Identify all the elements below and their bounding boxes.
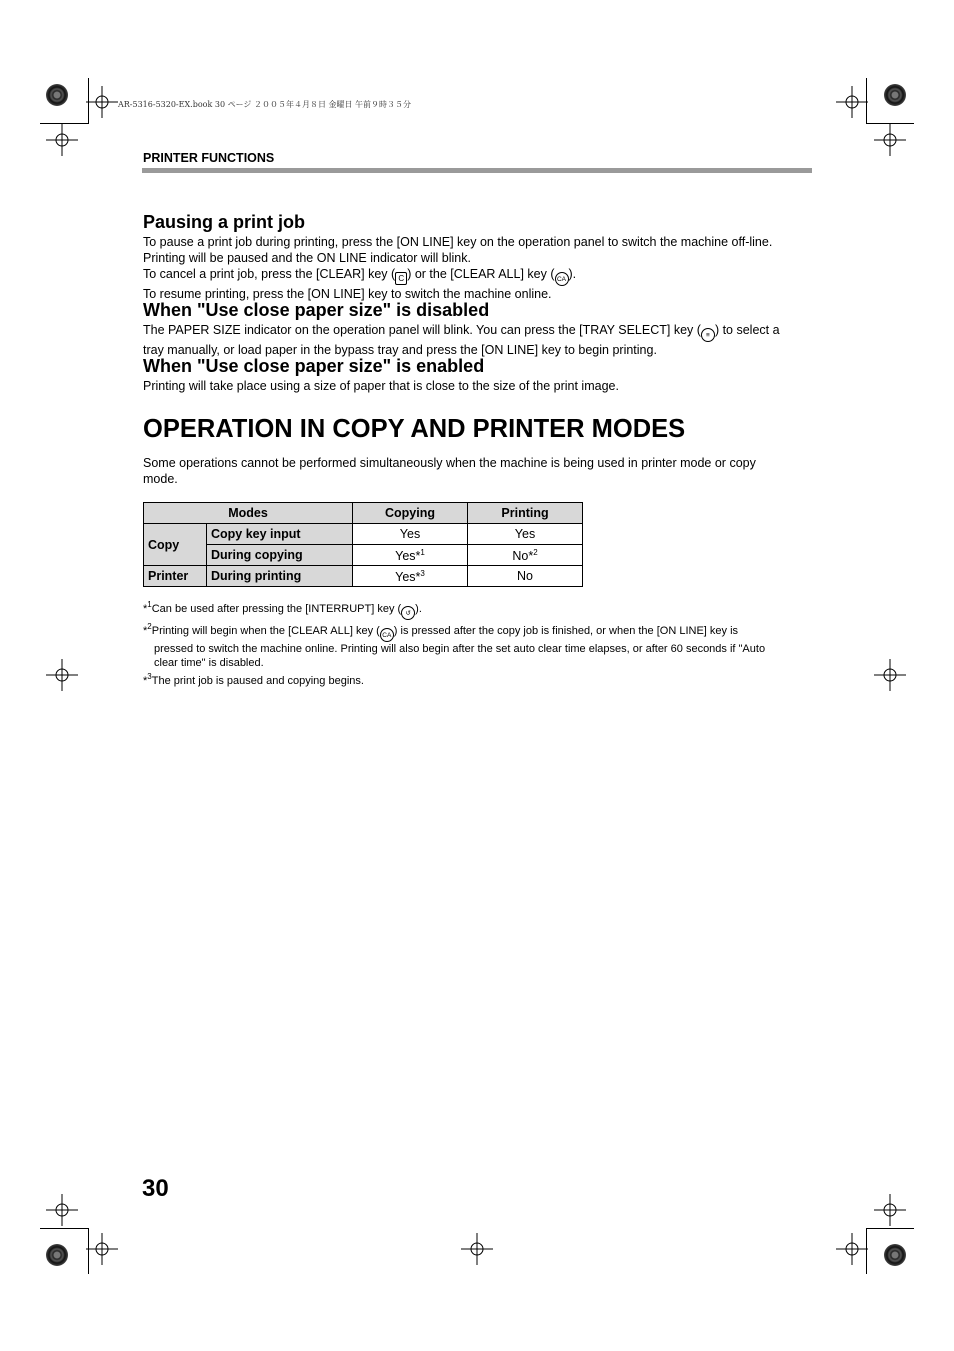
row-label: During copying xyxy=(207,545,353,566)
group-copy: Copy xyxy=(144,524,207,566)
footnotes: *$^1$Can be used after pressing the [INTERRUPT] key ( ↺ ). *$^2$Printing will begin when the [CLEAR ALL] key ( CA ) is pressed after the copy job is finished, or when the [ON LINE] key is pressed to switch the machine online. Printing will also begin after the set auto clear time elapses, or after 60 seconds if "Auto clear time" is disabled. *$^3$The print job is paused and copying begins. xyxy=(143,600,766,687)
footnote-1: *$^1$Can be used after pressing the [INTERRUPT] key ( ↺ ). xyxy=(143,598,765,620)
clear-all-key-icon: CA xyxy=(555,272,569,286)
cell-printing: Yes xyxy=(468,524,583,545)
pausing-heading: Pausing a print job xyxy=(143,212,306,232)
crosshair-icon xyxy=(46,1194,78,1226)
page-number: 30 xyxy=(142,1175,169,1202)
cell-copying: Yes*$^3$ xyxy=(353,566,468,587)
operation-text: Some operations cannot be performed simultaneously when the machine is being used in printer mode or copy mode. xyxy=(143,456,756,486)
crosshair-icon xyxy=(874,1194,906,1226)
header-copying: Copying xyxy=(353,503,468,524)
cell-copying: Yes xyxy=(353,524,468,545)
disabled-heading: When "Use close paper size" is disabled xyxy=(143,300,490,320)
disabled-text: The PAPER SIZE indicator on the operation panel will blink. You can press the [TRAY SELECT] key ( ≡ ) to select a tray manually, or load paper in the bypass tray and press the [ON LINE] key to begin printing. xyxy=(143,323,780,357)
print-metadata: AR-5316-5320-EX.book 30 ページ ２００５年４月８日 金曜日 午前９時３５分 xyxy=(118,100,412,109)
registration-dial-icon xyxy=(46,84,68,106)
enabled-heading: When "Use close paper size" is enabled xyxy=(143,356,485,376)
registration-dial-icon xyxy=(884,1244,906,1266)
clear-all-key-icon: CA xyxy=(380,628,394,642)
table-row xyxy=(144,566,583,587)
crosshair-icon xyxy=(46,659,78,691)
table-row xyxy=(144,524,583,545)
cell-printing: No*$^2$ xyxy=(468,545,583,566)
section-header: PRINTER FUNCTIONS xyxy=(143,151,275,165)
footnote-2: *$^2$Printing will begin when the [CLEAR ALL] key ( CA ) is pressed after the copy job is finished, or when the [ON LINE] key is xyxy=(143,620,765,642)
tray-select-key-icon: ≡ xyxy=(701,328,715,342)
enabled-text: Printing will take place using a size of paper that is close to the size of the print image. xyxy=(143,379,619,393)
cell-copying: Yes*$^1$ xyxy=(353,545,468,566)
footnote-3: *$^3$The print job is paused and copying begins. xyxy=(143,672,364,687)
crosshair-icon xyxy=(836,86,868,118)
header-printing: Printing xyxy=(468,503,583,524)
crosshair-icon xyxy=(86,86,118,118)
crosshair-icon xyxy=(836,1233,868,1265)
group-printer: Printer xyxy=(144,566,207,587)
crosshair-icon xyxy=(86,1233,118,1265)
modes-table xyxy=(143,502,583,587)
header-rule xyxy=(142,168,812,173)
operation-heading: OPERATION IN COPY AND PRINTER MODES xyxy=(143,415,686,443)
row-label: Copy key input xyxy=(207,524,353,545)
pausing-text: To pause a print job during printing, press the [ON LINE] key on the operation panel to switch the machine off-line. Printing will be paused and the ON LINE indicator will blink. To cancel a print job, press the [CLEAR] key ( C ) or the [CLEAR ALL] key ( CA ). To resume printing, press the [ON LINE] key to switch the machine online. xyxy=(143,235,773,301)
crosshair-icon xyxy=(874,124,906,156)
header-modes: Modes xyxy=(144,503,353,524)
row-label: During printing xyxy=(207,566,353,587)
crosshair-icon xyxy=(874,659,906,691)
interrupt-key-icon: ↺ xyxy=(401,606,415,620)
registration-dial-icon xyxy=(46,1244,68,1266)
clear-key-icon: C xyxy=(395,272,407,285)
registration-dial-icon xyxy=(884,84,906,106)
table-header-row xyxy=(144,503,583,524)
cell-printing: No xyxy=(468,566,583,587)
crosshair-icon xyxy=(46,124,78,156)
crosshair-icon xyxy=(461,1233,493,1265)
table-row xyxy=(144,545,583,566)
